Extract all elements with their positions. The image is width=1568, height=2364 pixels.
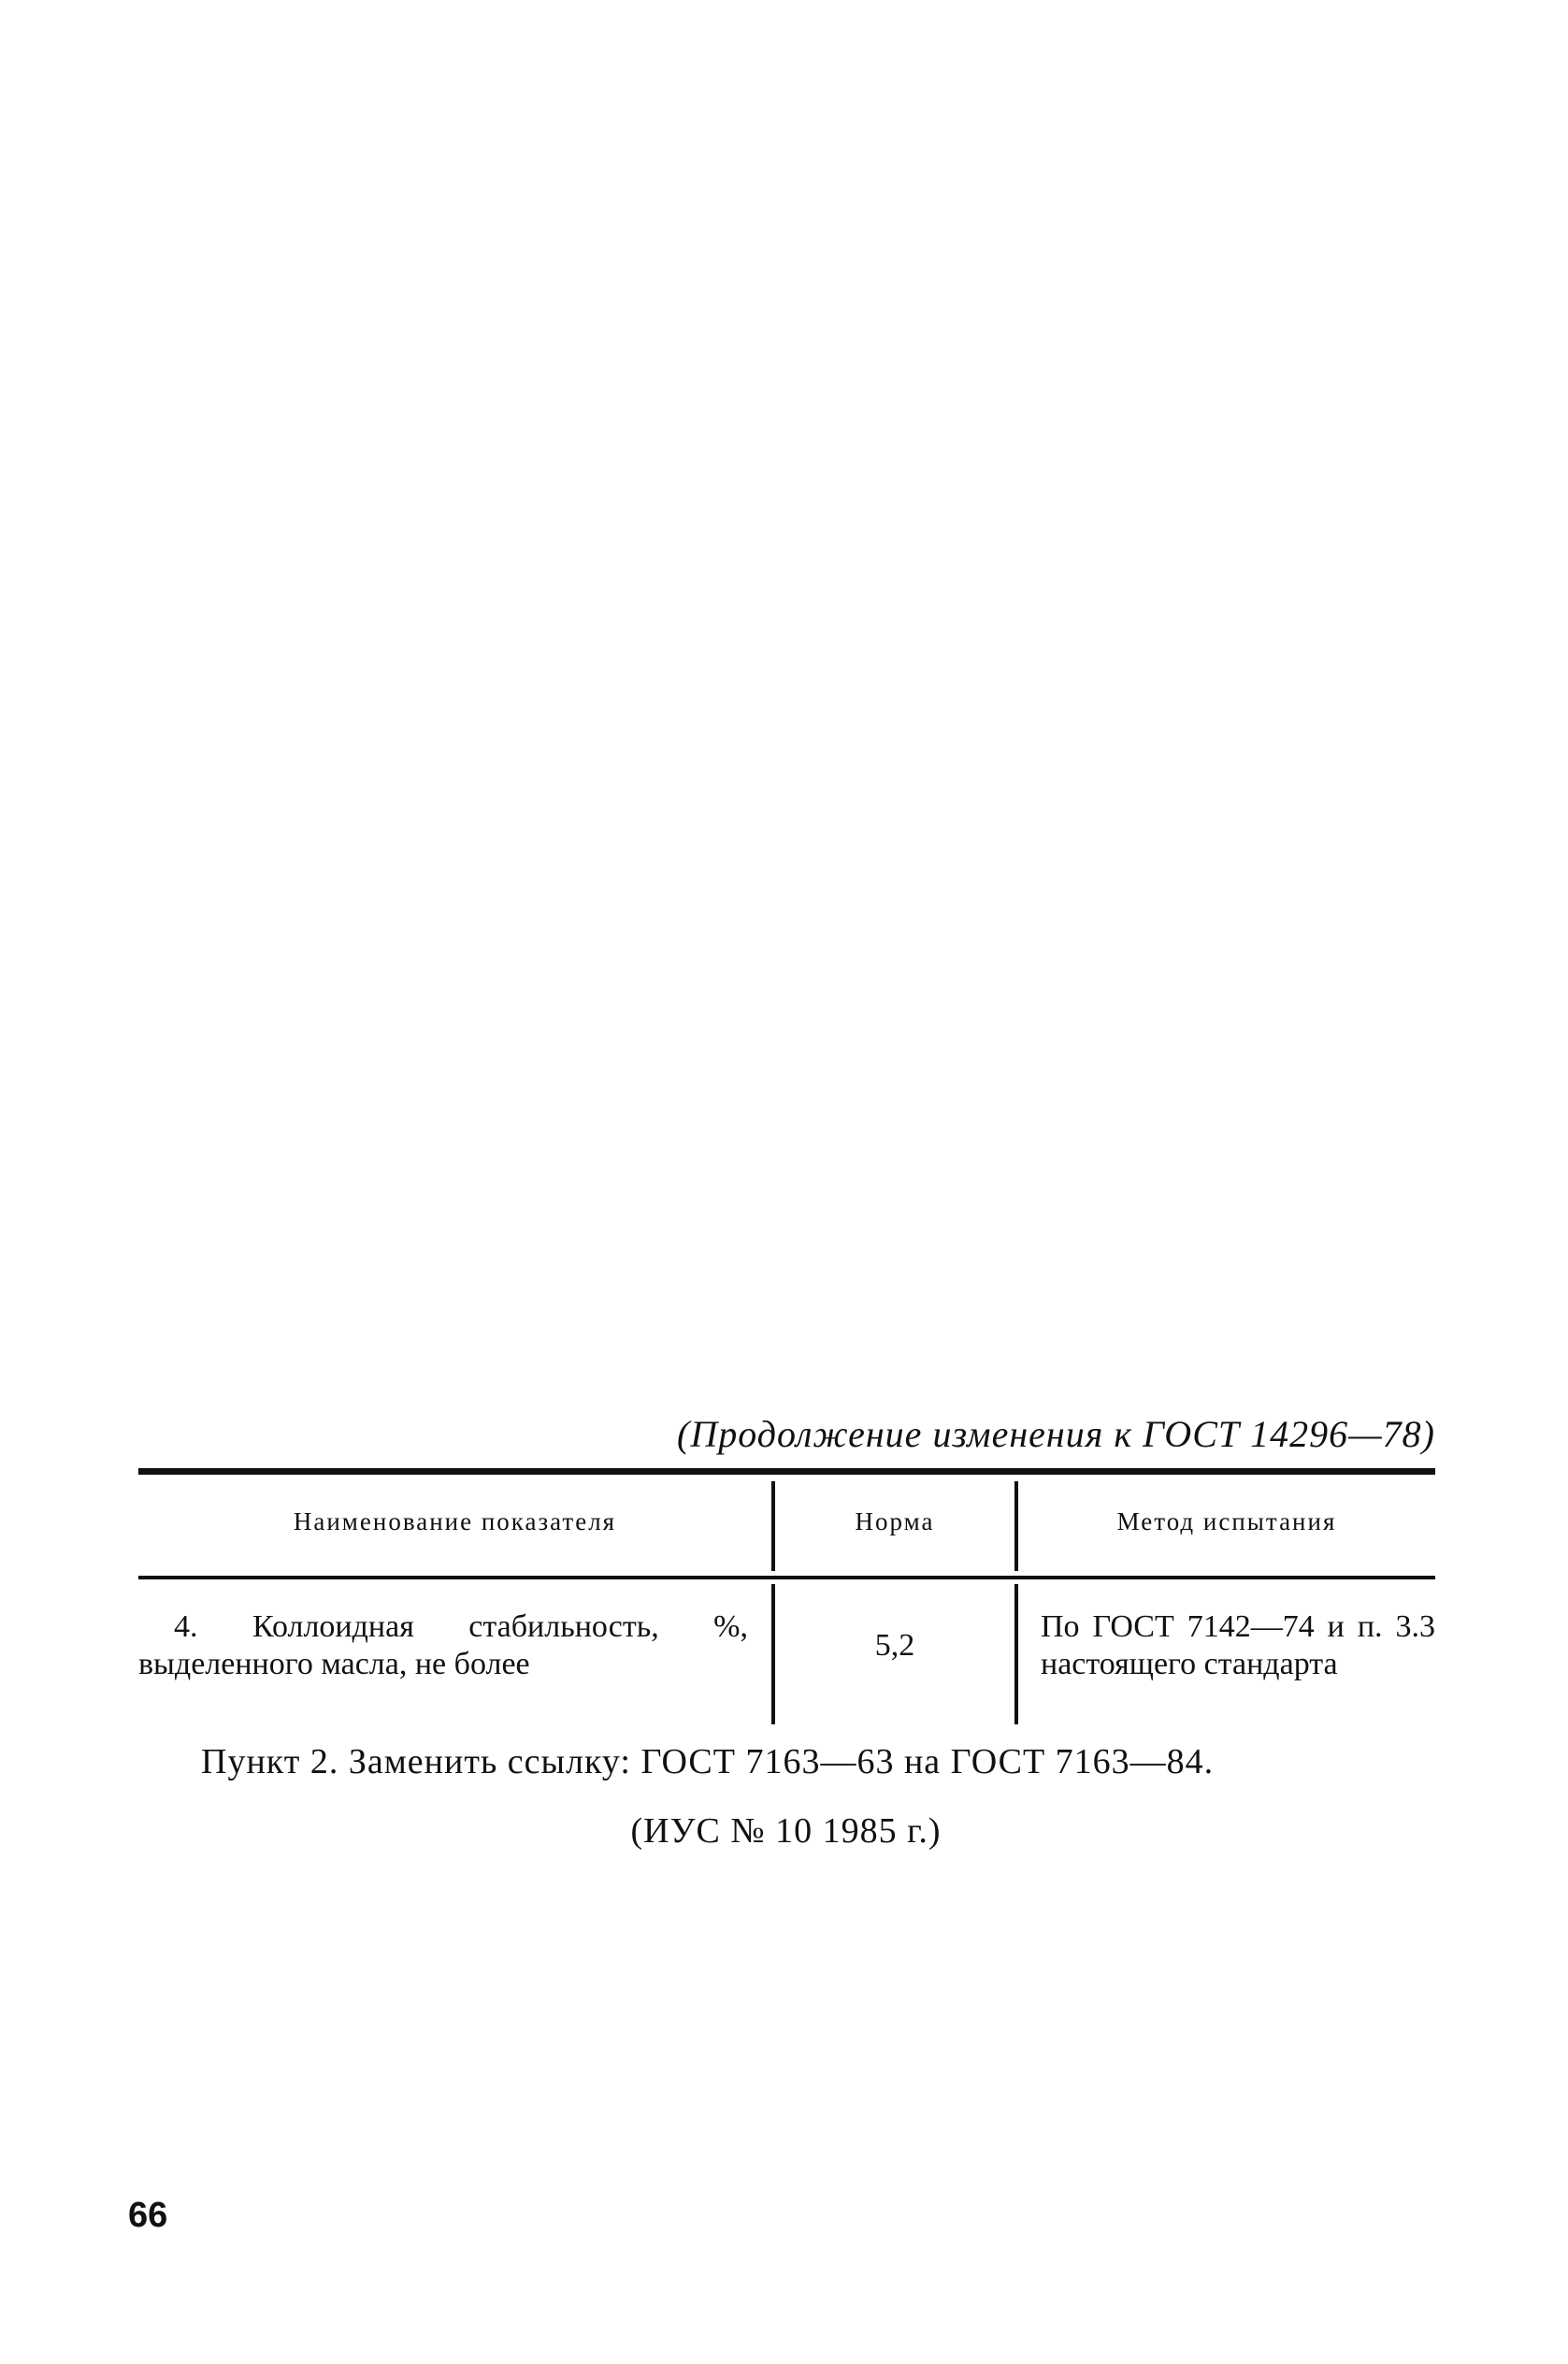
column-header-norm: Норма	[855, 1507, 935, 1535]
column-header-indicator: Наименование показателя	[293, 1507, 617, 1535]
indicator-line-1: 4. Коллоидная стабильность, %,	[174, 1609, 748, 1644]
publication-reference	[0, 1810, 1568, 1852]
continuation-note: (Продолжение изменения к ГОСТ 14296—78)	[677, 1413, 1435, 1455]
header-bottom-rule	[138, 1576, 1435, 1579]
publication-reference-text: (ИУС № 10 1985 г.)	[630, 1811, 942, 1851]
body-divider-2	[1014, 1584, 1018, 1724]
page-number: 66	[128, 2196, 168, 2235]
amendment-paragraph: Пункт 2. Заменить ссылку: ГОСТ 7163—63 на ГОСТ 7163—84.	[201, 1742, 1215, 1781]
table-top-rule	[138, 1468, 1435, 1475]
table-row-indicator	[138, 1608, 748, 1683]
header-divider-2	[1014, 1481, 1018, 1571]
table-row-method: По ГОСТ 7142—74 и п. 3.3 настоящего стандарта	[1041, 1609, 1435, 1681]
header-divider-1	[771, 1481, 775, 1571]
indicator-line-2: выделенного масла, не более	[138, 1647, 530, 1681]
table-row-norm: 5,2	[874, 1628, 915, 1663]
column-header-method: Метод испытания	[1116, 1507, 1337, 1535]
